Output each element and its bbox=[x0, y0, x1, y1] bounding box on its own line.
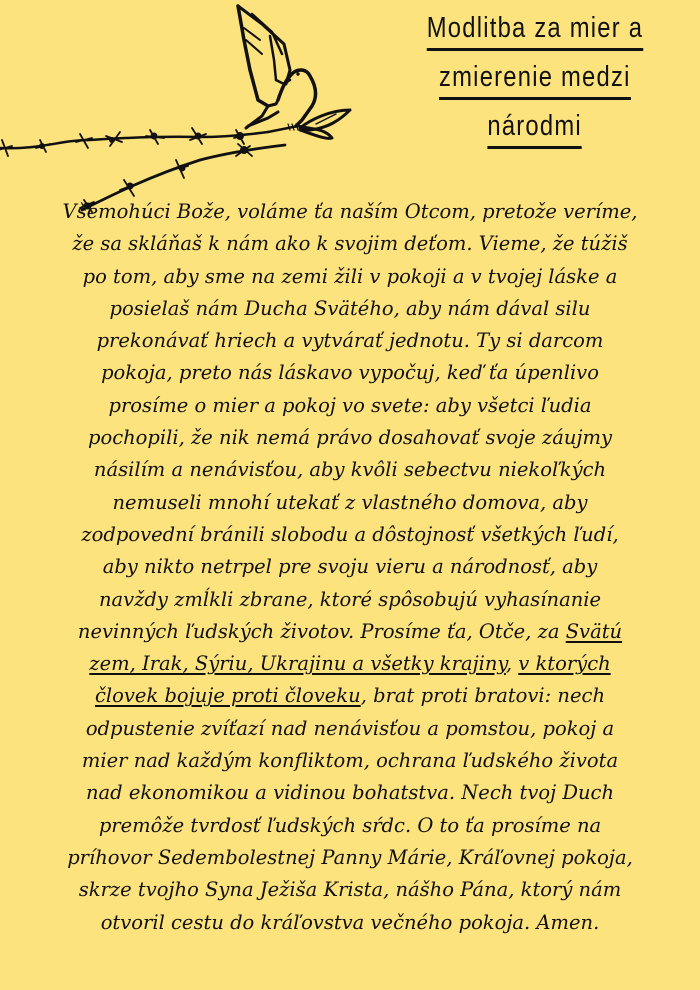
prayer-text: prosíme o mier a pokoj vo svete: aby všetci ľudia bbox=[108, 393, 592, 417]
prayer-line bbox=[20, 810, 680, 842]
title-line-1: Modlitba za mier a bbox=[427, 10, 643, 51]
prayer-line bbox=[20, 422, 680, 454]
prayer-text: posielaš nám Ducha Svätého, aby nám dával silu bbox=[109, 296, 591, 320]
prayer-text: navždy zmĺkli zbrane, ktoré spôsobujú vyhasínanie bbox=[98, 587, 602, 611]
prayer-line bbox=[20, 390, 680, 422]
prayer-text: mier nad každým konfliktom, ochrana ľudského života bbox=[81, 749, 619, 773]
prayer-line bbox=[20, 551, 680, 583]
prayer-text: , bbox=[505, 652, 519, 676]
prayer-title bbox=[380, 8, 690, 155]
prayer-text: premôže tvrdosť ľudských sŕdc. O to ťa prosíme na bbox=[98, 813, 602, 837]
prayer-text: po tom, aby sme na zemi žili v pokoji a v tvojej láske a bbox=[82, 264, 618, 288]
prayer-line bbox=[20, 293, 680, 325]
prayer-line bbox=[20, 357, 680, 389]
prayer-line bbox=[20, 616, 680, 648]
prayer-line bbox=[20, 454, 680, 486]
prayer-line bbox=[20, 261, 680, 293]
prayer-text: aby nikto netrpel pre svoju vieru a národnosť, aby bbox=[102, 555, 598, 579]
prayer-text: skrze tvojho Syna Ježiša Krista, nášho Pána, ktorý nám bbox=[78, 878, 622, 902]
prayer-line bbox=[20, 745, 680, 777]
prayer-line bbox=[20, 842, 680, 874]
prayer-line bbox=[20, 487, 680, 519]
prayer-line bbox=[20, 228, 680, 260]
prayer-text: Všemohúci Bože, voláme ťa naším Otcom, pretože veríme, bbox=[62, 200, 638, 223]
prayer-line bbox=[20, 584, 680, 616]
prayer-text: nevinných ľudských životov. Prosíme ťa, Otče, za bbox=[77, 619, 566, 643]
underlined-text: zem, Irak, Sýriu, Ukrajinu a všetky krajiny bbox=[89, 652, 506, 676]
prayer-text: pokoja, preto nás láskavo vypočuj, keď ťa úpenlivo bbox=[101, 361, 599, 385]
prayer-line bbox=[20, 777, 680, 809]
prayer-text: otvoril cestu do kráľovstva večného pokoja. Amen. bbox=[100, 910, 600, 934]
prayer-text: nemuseli mnohí utekať z vlastného domova, aby bbox=[112, 490, 588, 514]
title-line-3: národmi bbox=[488, 108, 583, 149]
prayer-line bbox=[20, 648, 680, 680]
prayer-text: pochopili, že nik nemá právo dosahovať svoje záujmy bbox=[87, 426, 613, 450]
prayer-text: , brat proti bratovi: nech bbox=[360, 684, 606, 708]
prayer-text: prekonávať hriech a vytvárať jednotu. Ty si darcom bbox=[96, 329, 604, 353]
underlined-text: v ktorých bbox=[518, 652, 611, 676]
prayer-text: že sa skláňaš k nám ako k svojim deťom. Vieme, že túžiš bbox=[72, 232, 628, 256]
underlined-text: človek bojuje proti človeku bbox=[94, 684, 361, 708]
prayer-line bbox=[20, 680, 680, 712]
prayer-text: zodpovední bránili slobodu a dôstojnosť všetkých ľudí, bbox=[81, 522, 619, 546]
dove-with-olive-branch-and-barbed-wire-icon bbox=[0, 0, 380, 215]
prayer-text: odpustenie zvíťazí nad nenávisťou a pomstou, pokoj a bbox=[85, 716, 615, 740]
prayer-line bbox=[20, 907, 680, 939]
prayer-line bbox=[20, 713, 680, 745]
prayer-line bbox=[20, 196, 680, 228]
prayer-body bbox=[20, 196, 680, 939]
title-line-2: zmierenie medzi bbox=[439, 59, 631, 100]
prayer-line bbox=[20, 325, 680, 357]
prayer-text: príhovor Sedembolestnej Panny Márie, Kráľovnej pokoja, bbox=[67, 845, 633, 869]
prayer-line bbox=[20, 519, 680, 551]
underlined-text: Svätú bbox=[565, 619, 623, 643]
prayer-text: násilím a nenávisťou, aby kvôli sebectvu niekoľkých bbox=[93, 458, 607, 482]
prayer-line bbox=[20, 874, 680, 906]
prayer-text: nad ekonomikou a vidinou bohatstva. Nech tvoj Duch bbox=[85, 781, 615, 805]
